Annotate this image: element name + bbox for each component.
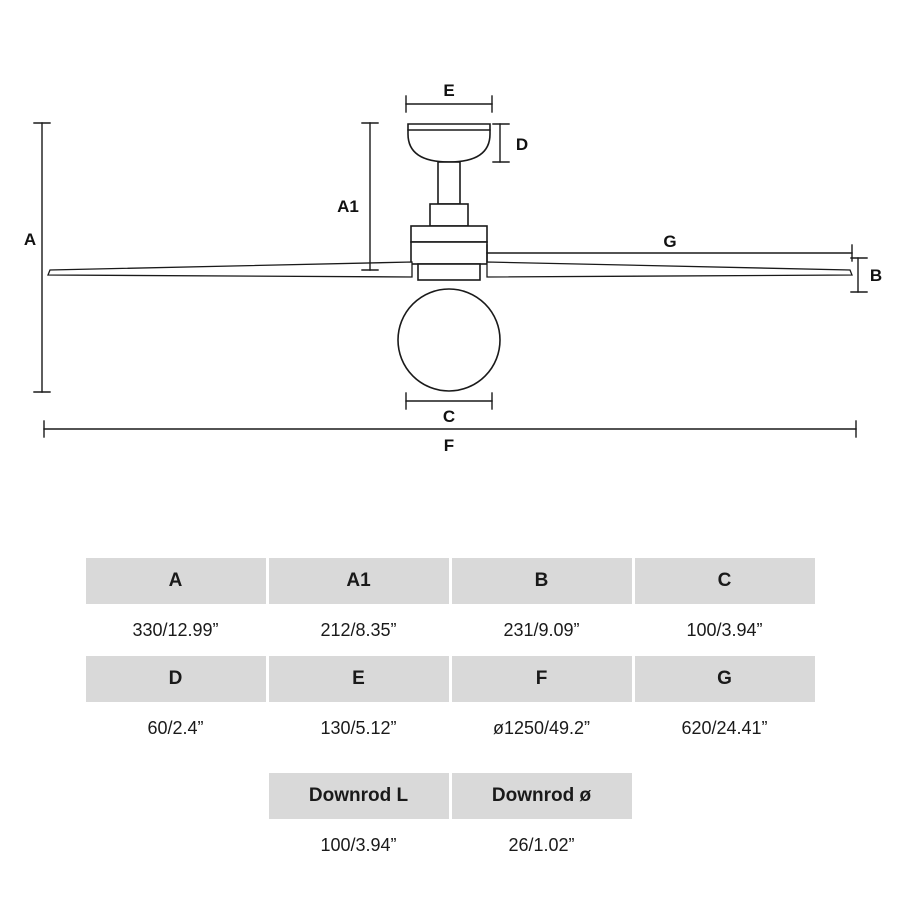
spec-value-d: 60/2.4”: [86, 705, 266, 751]
spec-table-main: [83, 555, 818, 754]
spec-value-downrod-diameter: 26/1.02”: [452, 822, 632, 868]
specification-table: [0, 555, 900, 871]
table-row: [86, 558, 815, 604]
coupling-shape: [430, 204, 468, 226]
spec-header-g: G: [635, 656, 815, 702]
spec-header-a: A: [86, 558, 266, 604]
dimension-A1: [362, 123, 378, 270]
dimension-label-D: D: [515, 135, 529, 154]
dimension-D: [493, 124, 509, 162]
spec-header-b: B: [452, 558, 632, 604]
spec-value-downrod-length: 100/3.94”: [269, 822, 449, 868]
dimension-label-A1: A1: [337, 197, 359, 216]
spec-value-b: 231/9.09”: [452, 607, 632, 653]
spec-header-d: D: [86, 656, 266, 702]
motor-housing-shape: [411, 226, 487, 280]
spec-table-downrod: [266, 770, 635, 871]
spec-header-f: F: [452, 656, 632, 702]
dimension-label-B: B: [869, 266, 883, 285]
dimension-label-F: F: [443, 436, 455, 455]
spec-value-f: ø1250/49.2”: [452, 705, 632, 751]
table-row: [86, 656, 815, 702]
spec-header-downrod-length: Downrod L: [269, 773, 449, 819]
spec-value-c: 100/3.94”: [635, 607, 815, 653]
dimension-B: [851, 258, 867, 292]
dimension-label-G: G: [663, 232, 677, 251]
dimension-label-A: A: [23, 230, 37, 249]
dimension-label-C: C: [442, 407, 456, 426]
canopy-shape: [408, 124, 490, 162]
light-globe-shape: [398, 289, 500, 391]
spec-value-a1: 212/8.35”: [269, 607, 449, 653]
spec-header-downrod-diameter: Downrod ø: [452, 773, 632, 819]
table-row: [269, 822, 632, 868]
spec-header-e: E: [269, 656, 449, 702]
spec-value-a: 330/12.99”: [86, 607, 266, 653]
dimension-A: [34, 123, 50, 392]
table-row: [86, 705, 815, 751]
table-row: [86, 607, 815, 653]
spec-value-e: 130/5.12”: [269, 705, 449, 751]
spec-header-c: C: [635, 558, 815, 604]
downrod-shape: [438, 162, 460, 204]
spec-value-g: 620/24.41”: [635, 705, 815, 751]
spec-header-a1: A1: [269, 558, 449, 604]
dimension-label-E: E: [443, 81, 455, 100]
table-row: [269, 773, 632, 819]
